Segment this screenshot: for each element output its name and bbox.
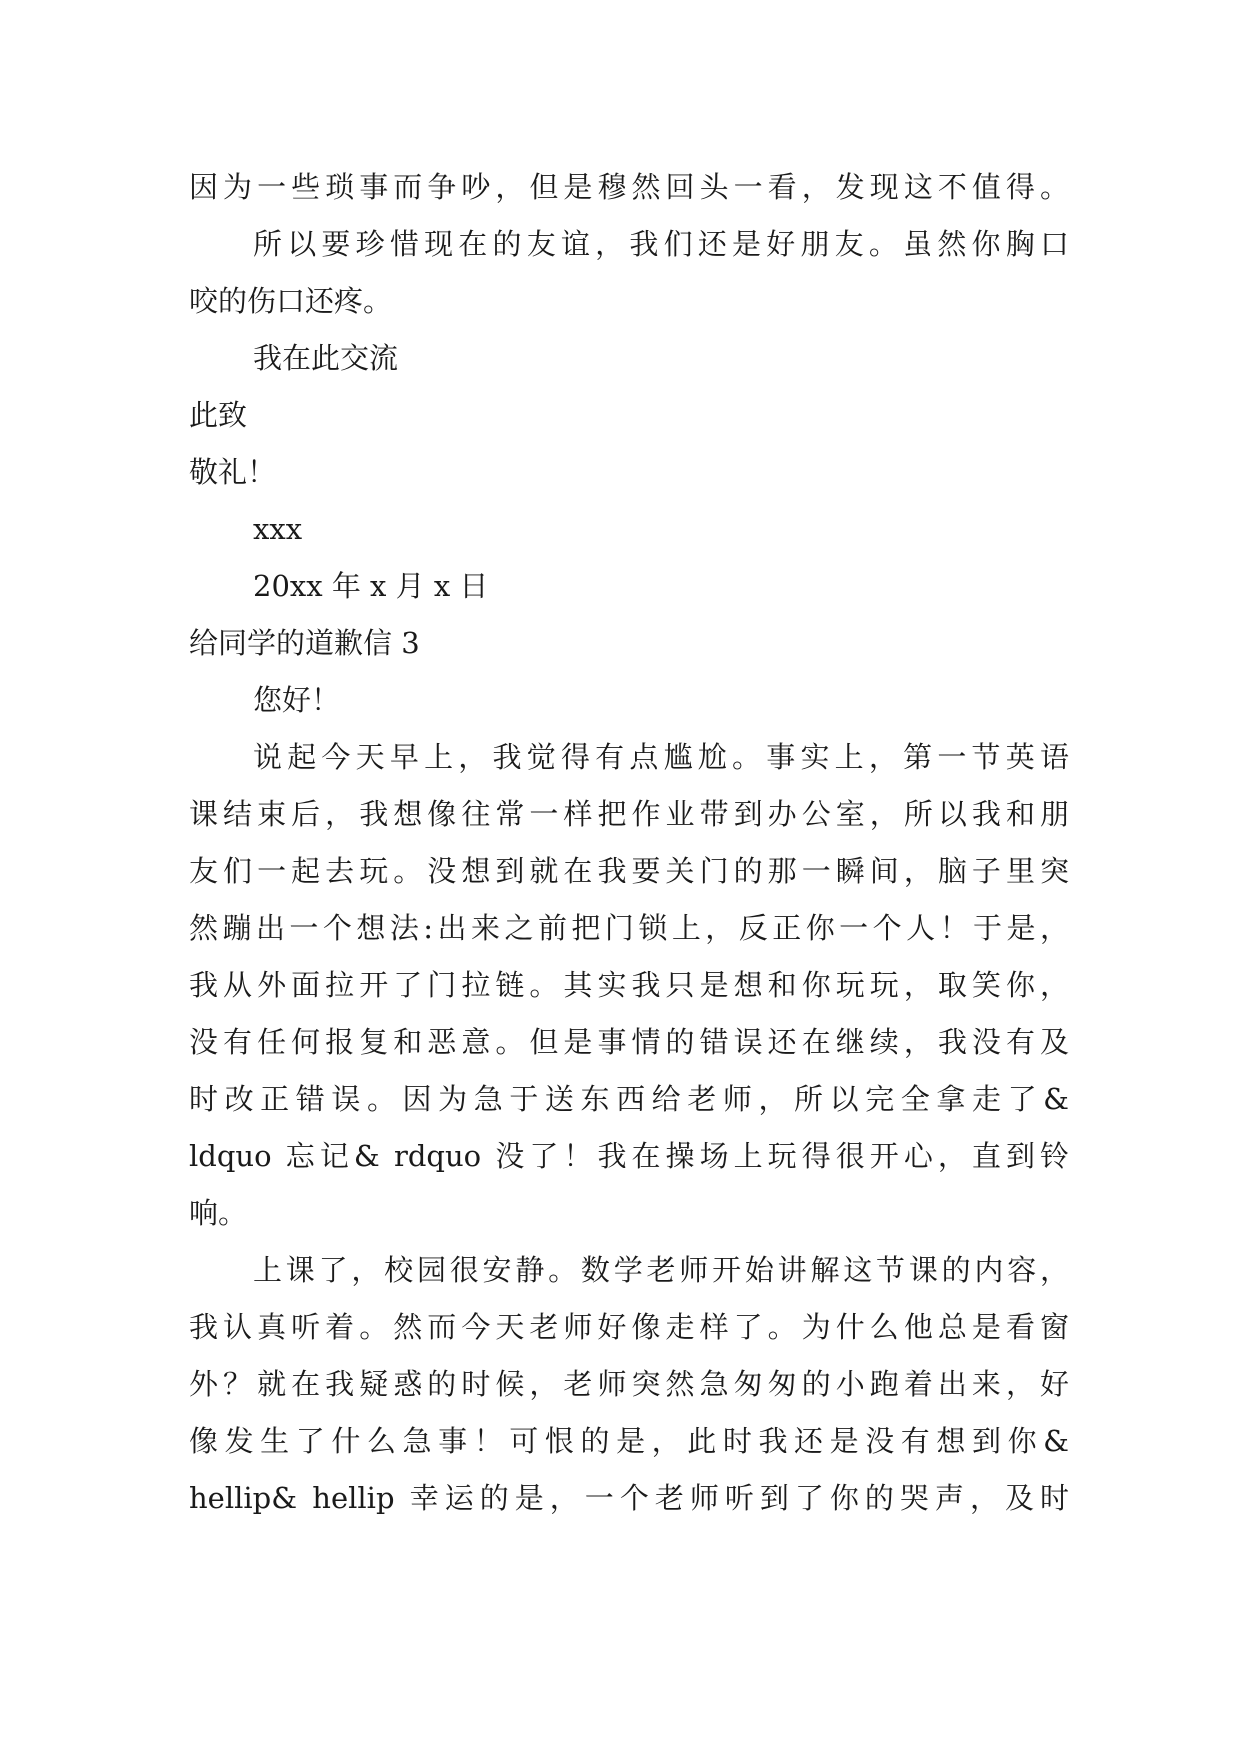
text-line: 20xx 年 x 月 x 日 xyxy=(253,569,489,603)
text-line: ldquo 忘记& rdquo 没了！我在操场上玩得很开心，直到铃 xyxy=(189,1139,1069,1173)
text-line: xxx xyxy=(253,512,303,546)
text-line: 像发生了什么急事！可恨的是，此时我还是没有想到你& xyxy=(189,1424,1069,1458)
text-line: hellip& hellip 幸运的是，一个老师听到了你的哭声，及时 xyxy=(189,1481,1069,1515)
text-line: 外？就在我疑惑的时候，老师突然急匆匆的小跑着出来，好 xyxy=(189,1367,1069,1401)
text-line: 咬的伤口还疼。 xyxy=(189,284,393,318)
text-line: 友们一起去玩。没想到就在我要关门的那一瞬间，脑子里突 xyxy=(189,854,1069,888)
text-line: 说起今天早上，我觉得有点尴尬。事实上，第一节英语 xyxy=(253,740,1069,774)
text-line: 课结束后，我想像往常一样把作业带到办公室，所以我和朋 xyxy=(189,797,1069,831)
text-line: 没有任何报复和恶意。但是事情的错误还在继续，我没有及 xyxy=(189,1025,1069,1059)
text-line: 响。 xyxy=(189,1196,248,1230)
text-line: 我认真听着。然而今天老师好像走样了。为什么他总是看窗 xyxy=(189,1310,1069,1344)
text-line: 我从外面拉开了门拉链。其实我只是想和你玩玩，取笑你， xyxy=(189,968,1069,1002)
text-line: 此致 xyxy=(189,398,248,432)
text-line: 所以要珍惜现在的友谊，我们还是好朋友。虽然你胸口 xyxy=(253,227,1069,261)
text-line: 时改正错误。因为急于送东西给老师，所以完全拿走了& xyxy=(189,1082,1069,1116)
text-line: 您好！ xyxy=(253,683,341,717)
section-heading: 给同学的道歉信 3 xyxy=(189,626,420,660)
text-line: 上课了，校园很安静。数学老师开始讲解这节课的内容， xyxy=(253,1253,1069,1287)
text-line: 我在此交流 xyxy=(253,341,399,375)
text-line: 然蹦出一个想法:出来之前把门锁上，反正你一个人！于是， xyxy=(189,911,1069,945)
text-line: 因为一些琐事而争吵，但是穆然回头一看，发现这不值得。 xyxy=(189,170,1069,204)
text-line: 敬礼！ xyxy=(189,455,277,489)
